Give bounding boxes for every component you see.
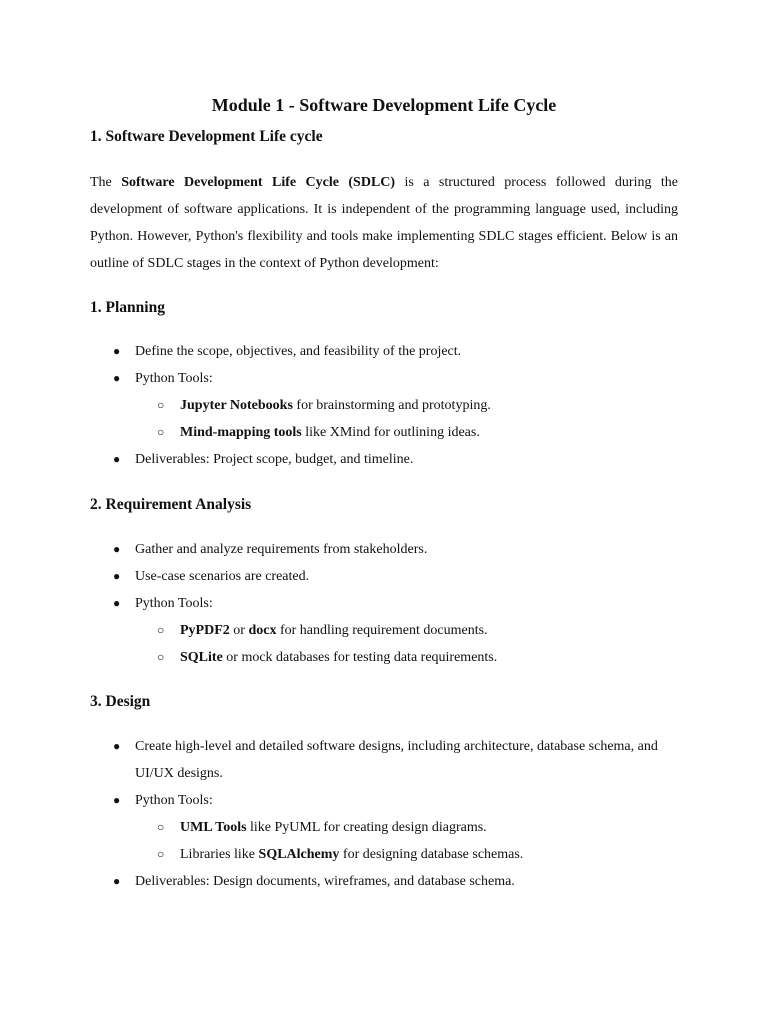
sub-list-item bbox=[0, 814, 680, 841]
tool-name: Mind-mapping tools bbox=[180, 425, 302, 440]
circle-bullet-icon: ○ bbox=[157, 398, 165, 412]
list-item-text: like PyUML for creating design diagrams. bbox=[246, 820, 487, 835]
list-item-text: Python Tools: bbox=[135, 371, 213, 386]
list-item bbox=[0, 868, 680, 895]
section-heading-design: 3. Design bbox=[90, 693, 151, 710]
section-heading-planning: 1. Planning bbox=[90, 299, 165, 316]
bullet-icon: ● bbox=[113, 874, 121, 888]
circle-bullet-icon: ○ bbox=[157, 623, 165, 637]
list-item-text: Libraries like bbox=[180, 847, 259, 862]
sub-list-item bbox=[0, 419, 680, 446]
tool-name: PyPDF2 bbox=[180, 623, 230, 638]
sub-list-item bbox=[0, 841, 680, 868]
tool-name: SQLite bbox=[180, 650, 223, 665]
tool-name: docx bbox=[248, 623, 277, 638]
list-item-text: Create high-level and detailed software designs, including architecture, database schema, and UI/UX designs. bbox=[135, 739, 658, 781]
intro-suffix: is a structured process followed during the development of software applications. It is independent of the programming language used, including Python. However, Python's flexibility and tools make implementing SDLC stages efficient. Below is an outline of SDLC stages in the context of Python development: bbox=[90, 175, 678, 271]
circle-bullet-icon: ○ bbox=[157, 820, 165, 834]
list-item-text: or mock databases for testing data requirements. bbox=[222, 650, 498, 665]
list-item-text: Deliverables: Project scope, budget, and timeline. bbox=[135, 452, 414, 467]
sub-list-item bbox=[0, 392, 680, 419]
list-item bbox=[0, 338, 680, 365]
list-item-text: for brainstorming and prototyping. bbox=[292, 398, 491, 413]
list-item-text: Python Tools: bbox=[135, 596, 213, 611]
bullet-icon: ● bbox=[113, 371, 121, 385]
tool-name: Jupyter Notebooks bbox=[180, 398, 293, 413]
list-item-text: Gather and analyze requirements from stakeholders. bbox=[135, 542, 428, 557]
list-item-text: Python Tools: bbox=[135, 793, 213, 808]
intro-paragraph bbox=[90, 169, 678, 277]
sub-list-item bbox=[0, 617, 680, 644]
list-item bbox=[0, 365, 680, 392]
list-item-text: Deliverables: Design documents, wireframes, and database schema. bbox=[135, 874, 515, 889]
list-item-text: or bbox=[229, 623, 249, 638]
bullet-icon: ● bbox=[113, 542, 121, 556]
design-list bbox=[0, 733, 768, 895]
tool-name: SQLAlchemy bbox=[258, 847, 340, 862]
list-item bbox=[0, 446, 680, 473]
list-item bbox=[0, 590, 680, 617]
bullet-icon: ● bbox=[113, 344, 121, 358]
list-item bbox=[0, 733, 680, 787]
bullet-icon: ● bbox=[113, 793, 121, 807]
main-heading: 1. Software Development Life cycle bbox=[90, 128, 323, 145]
tool-name: UML Tools bbox=[180, 820, 247, 835]
list-item-text: Define the scope, objectives, and feasibility of the project. bbox=[135, 344, 462, 359]
circle-bullet-icon: ○ bbox=[157, 650, 165, 664]
list-item-text: Use-case scenarios are created. bbox=[135, 569, 310, 584]
bullet-icon: ● bbox=[113, 452, 121, 466]
intro-bold-term: Software Development Life Cycle (SDLC) bbox=[121, 175, 396, 190]
requirement-analysis-list bbox=[0, 536, 768, 671]
bullet-icon: ● bbox=[113, 596, 121, 610]
list-item-text: for handling requirement documents. bbox=[276, 623, 488, 638]
list-item bbox=[0, 563, 680, 590]
list-item-text: for designing database schemas. bbox=[339, 847, 524, 862]
sub-list-item bbox=[0, 644, 680, 671]
list-item bbox=[0, 536, 680, 563]
document-title: Module 1 - Software Development Life Cycle bbox=[211, 95, 557, 115]
intro-prefix: The bbox=[90, 175, 122, 190]
list-item bbox=[0, 787, 680, 814]
circle-bullet-icon: ○ bbox=[157, 847, 165, 861]
bullet-icon: ● bbox=[113, 739, 121, 753]
section-heading-requirement-analysis: 2. Requirement Analysis bbox=[90, 496, 252, 513]
bullet-icon: ● bbox=[113, 569, 121, 583]
list-item-text: like XMind for outlining ideas. bbox=[301, 425, 480, 440]
planning-list bbox=[0, 338, 768, 473]
circle-bullet-icon: ○ bbox=[157, 425, 165, 439]
